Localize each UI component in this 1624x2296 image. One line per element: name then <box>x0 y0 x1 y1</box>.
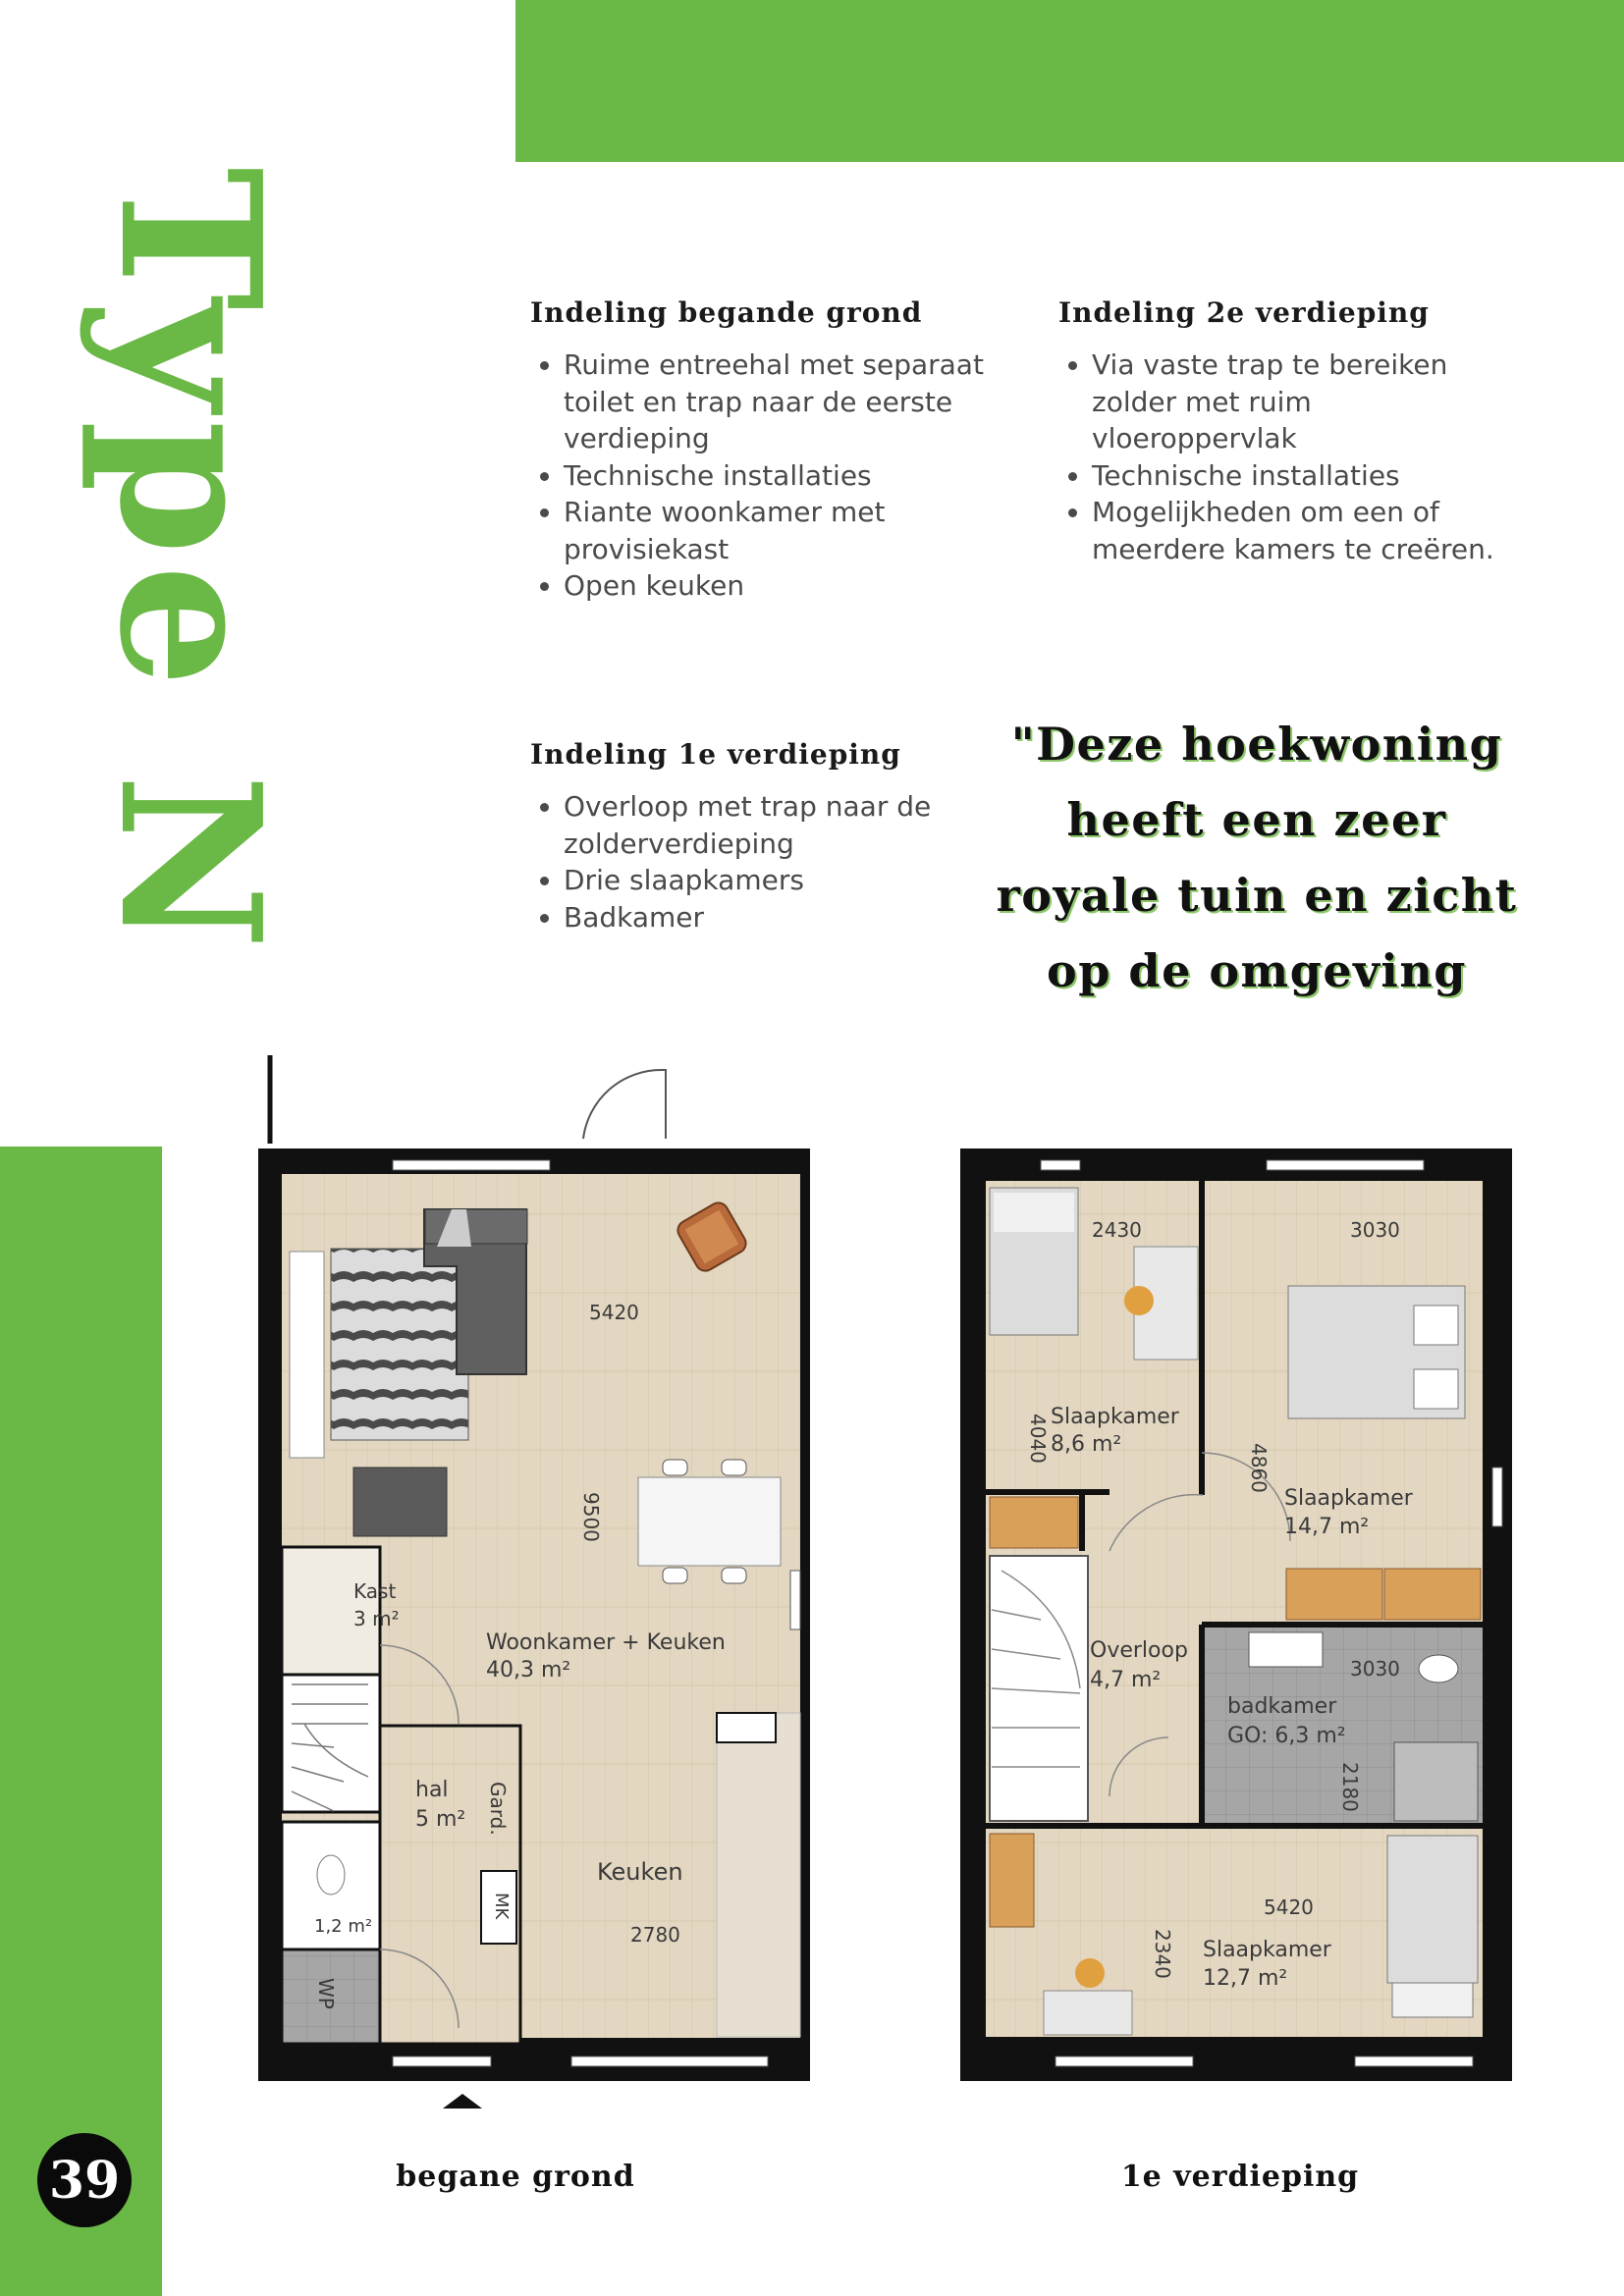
room-area: 4,7 m² <box>1090 1668 1162 1692</box>
feature-item: • Technische installaties <box>564 457 992 495</box>
dimension-label: 2340 <box>1151 1929 1174 1979</box>
section-heading: Indeling 2e verdieping <box>1058 296 1430 329</box>
quote: "Deze hoekwoning heeft een zeer royale tuin en zicht op de omgeving <box>996 718 1518 997</box>
room-label: Woonkamer + Keuken <box>486 1630 726 1655</box>
plan-caption-first: 1e verdieping <box>1120 2160 1360 2194</box>
room-area: 14,7 m² <box>1284 1515 1370 1539</box>
dimension-label: 9500 <box>579 1492 603 1542</box>
section-heading: Indeling 1e verdieping <box>530 738 901 771</box>
room-area: 40,3 m² <box>486 1658 571 1682</box>
feature-item: • Open keuken <box>564 567 992 605</box>
room-label: Gard. <box>486 1782 510 1836</box>
room-area: GO: 6,3 m² <box>1227 1724 1346 1748</box>
room-label: Slaapkamer <box>1203 1938 1331 1962</box>
plan-caption-ground: begane grond <box>396 2160 635 2194</box>
feature-item: • Technische installaties <box>1092 457 1520 495</box>
feature-item: • Badkamer <box>564 899 992 936</box>
room-label: Slaapkamer <box>1284 1486 1413 1511</box>
feature-item: • Overloop met trap naar de zolderverdieping <box>564 788 992 862</box>
feature-item: • Drie slaapkamers <box>564 862 992 899</box>
room-label: MK <box>491 1893 512 1920</box>
dimension-label: 2430 <box>1092 1218 1142 1242</box>
room-label: badkamer <box>1227 1694 1337 1719</box>
feature-item: • Ruime entreehal met separaat toilet en trap naar de eerste verdieping <box>564 347 992 457</box>
room-area: 5 m² <box>415 1807 466 1832</box>
dimension-label: 5420 <box>1264 1896 1314 1919</box>
room-area: 12,7 m² <box>1203 1966 1288 1991</box>
room-label: Overloop <box>1090 1638 1188 1663</box>
feature-item: • Mogelijkheden om een of meerdere kamers te creëren. <box>1092 494 1520 567</box>
ground-floor-plan <box>258 1055 810 2109</box>
type-title: Type N <box>77 167 302 960</box>
dimension-label: 3030 <box>1350 1218 1400 1242</box>
dimension-label: 4860 <box>1247 1443 1271 1493</box>
first-floor-plan <box>960 1148 1512 2081</box>
feature-item: • Riante woonkamer met provisiekast <box>564 494 992 567</box>
dimension-label: 3030 <box>1350 1657 1400 1681</box>
dimension-label: 5420 <box>589 1301 639 1324</box>
room-label: Slaapkamer <box>1051 1405 1179 1429</box>
dimension-label: 2780 <box>630 1923 680 1947</box>
room-label: Kast <box>353 1579 397 1603</box>
room-label: hal <box>415 1778 449 1802</box>
feature-item: • Via vaste trap te bereiken zolder met ruim vloeroppervlak <box>1092 347 1520 457</box>
room-label: WP <box>314 1978 338 2009</box>
room-area: 1,2 m² <box>314 1916 373 1937</box>
page-number-badge: 39 <box>37 2133 132 2227</box>
room-area: 8,6 m² <box>1051 1432 1122 1457</box>
dimension-label: 2180 <box>1338 1762 1362 1812</box>
room-label: Keuken <box>597 1858 683 1886</box>
dimension-label: 4040 <box>1026 1414 1050 1464</box>
section-heading: Indeling begande grond <box>530 296 923 329</box>
room-area: 3 m² <box>353 1607 400 1630</box>
